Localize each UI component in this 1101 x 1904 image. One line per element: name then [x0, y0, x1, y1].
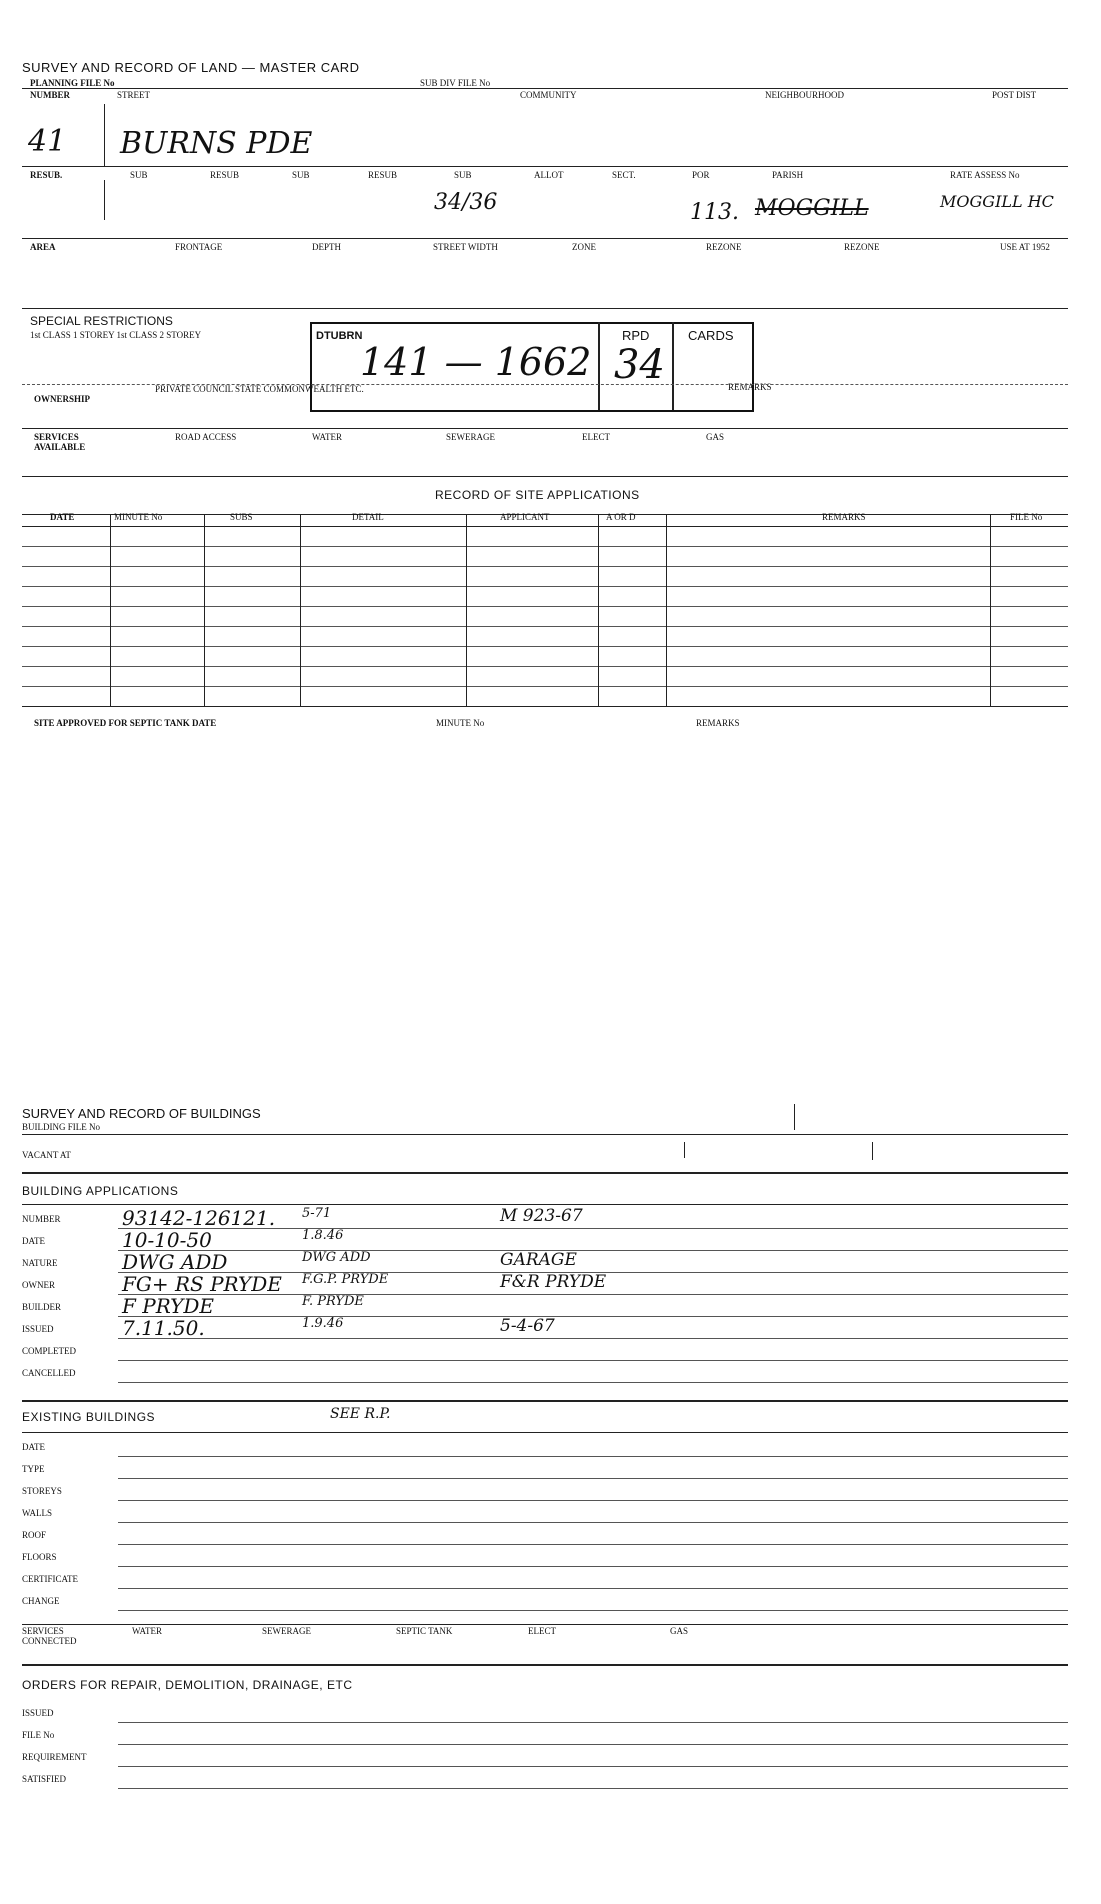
- zone-label: ZONE: [572, 242, 596, 252]
- app-row-value: 93142-126121.: [122, 1206, 276, 1230]
- rezone-label-2: REZONE: [844, 242, 880, 252]
- resub-label-2: RESUB: [210, 170, 240, 180]
- app-row-label: NUMBER: [22, 1214, 61, 1224]
- sc-elect: ELECT: [528, 1626, 556, 1636]
- col-applicant: APPLICANT: [500, 512, 550, 522]
- buildings-card-title: SURVEY AND RECORD OF BUILDINGS: [22, 1106, 261, 1121]
- sub-label-1: SUB: [130, 170, 148, 180]
- app-row-value: M 923-67: [500, 1206, 583, 1226]
- col-subs: SUBS: [230, 512, 253, 522]
- use-at-label: USE AT 1952: [1000, 242, 1050, 252]
- sc-water: WATER: [132, 1626, 162, 1636]
- planning-file-label: PLANNING FILE No: [30, 78, 115, 88]
- parish-value: MOGGILL: [755, 196, 869, 221]
- special-restrictions-label: SPECIAL RESTRICTIONS: [30, 314, 173, 328]
- rezone-label-1: REZONE: [706, 242, 742, 252]
- cards-label: CARDS: [688, 328, 734, 343]
- app-row-value: 1.8.46: [302, 1228, 344, 1243]
- services-connected-label: SERVICES CONNECTED: [22, 1626, 77, 1646]
- site-apps-title: RECORD OF SITE APPLICATIONS: [435, 488, 640, 502]
- services-label: SERVICES AVAILABLE: [34, 432, 86, 452]
- number-value: 41: [28, 124, 67, 159]
- ownership-types: PRIVATE COUNCIL STATE COMMONWEALTH ETC.: [155, 384, 364, 394]
- existing-note: SEE R.P.: [330, 1406, 391, 1422]
- box-title: DTUBRN: [316, 330, 363, 342]
- street-value: BURNS PDE: [120, 126, 313, 161]
- rate-assess-label: RATE ASSESS No: [950, 170, 1020, 180]
- orders-row-label: ISSUED: [22, 1708, 54, 1718]
- app-row-label: COMPLETED: [22, 1346, 76, 1356]
- land-card-title: SURVEY AND RECORD OF LAND — MASTER CARD: [22, 60, 360, 75]
- app-row-label: OWNER: [22, 1280, 55, 1290]
- app-row-value: 5-71: [302, 1206, 332, 1221]
- water-label: WATER: [312, 432, 342, 442]
- sc-sewerage: SEWERAGE: [262, 1626, 311, 1636]
- existing-row-label: TYPE: [22, 1464, 45, 1474]
- app-row-value: FG+ RS PRYDE: [122, 1272, 282, 1296]
- road-access-label: ROAD ACCESS: [175, 432, 237, 442]
- vacant-at-label: VACANT AT: [22, 1150, 71, 1160]
- col-minute: MINUTE No: [114, 512, 163, 522]
- street-width-label: STREET WIDTH: [433, 242, 498, 252]
- community-label: COMMUNITY: [520, 90, 577, 100]
- app-row-value: DWG ADD: [122, 1250, 228, 1274]
- sub-label-5: SUB: [454, 170, 472, 180]
- rpd-value: 34: [614, 342, 665, 388]
- existing-row-label: ROOF: [22, 1530, 47, 1540]
- building-file-label: BUILDING FILE No: [22, 1122, 100, 1132]
- sub-value: 34/36: [434, 190, 498, 215]
- app-row-value: F.G.P. PRYDE: [302, 1272, 389, 1287]
- sc-gas: GAS: [670, 1626, 689, 1636]
- app-row-value: F&R PRYDE: [500, 1272, 607, 1292]
- existing-row-label: CHANGE: [22, 1596, 60, 1606]
- app-row-label: ISSUED: [22, 1324, 54, 1334]
- app-row-value: 5-4-67: [500, 1316, 555, 1336]
- frontage-label: FRONTAGE: [175, 242, 223, 252]
- resub-label: RESUB.: [30, 170, 63, 180]
- col-remarks: REMARKS: [822, 512, 866, 522]
- gas-label: GAS: [706, 432, 725, 442]
- allot-label: ALLOT: [534, 170, 564, 180]
- site-approved-label: SITE APPROVED FOR SEPTIC TANK DATE: [34, 718, 217, 728]
- post-dist-label: POST DIST: [992, 90, 1037, 100]
- applications-title: BUILDING APPLICATIONS: [22, 1184, 179, 1198]
- remarks-label: REMARKS: [728, 382, 772, 392]
- class-labels: 1st CLASS 1 STOREY 1st CLASS 2 STOREY: [30, 330, 202, 340]
- por-value: 113.: [690, 200, 739, 225]
- col-detail: DETAIL: [352, 512, 384, 522]
- ownership-label: OWNERSHIP: [34, 394, 91, 404]
- number-label: NUMBER: [30, 90, 70, 100]
- footer-remarks-label: REMARKS: [696, 718, 740, 728]
- app-row-label: CANCELLED: [22, 1368, 76, 1378]
- app-row-label: DATE: [22, 1236, 45, 1246]
- rpd-label: RPD: [622, 328, 650, 343]
- sewerage-label: SEWERAGE: [446, 432, 495, 442]
- elect-label: ELECT: [582, 432, 610, 442]
- existing-row-label: FLOORS: [22, 1552, 57, 1562]
- existing-row-label: CERTIFICATE: [22, 1574, 78, 1584]
- orders-row-label: SATISFIED: [22, 1774, 67, 1784]
- app-row-label: BUILDER: [22, 1302, 61, 1312]
- orders-title: ORDERS FOR REPAIR, DEMOLITION, DRAINAGE, ETC: [22, 1678, 353, 1692]
- orders-row-label: FILE No: [22, 1730, 55, 1740]
- neighbourhood-label: NEIGHBOURHOOD: [765, 90, 844, 100]
- app-row-value: DWG ADD: [302, 1250, 371, 1265]
- app-row-value: 1.9.46: [302, 1316, 344, 1331]
- app-row-value: GARAGE: [500, 1250, 577, 1270]
- existing-row-label: STOREYS: [22, 1486, 62, 1496]
- existing-title: EXISTING BUILDINGS: [22, 1410, 156, 1424]
- col-file-no: FILE No: [1010, 512, 1043, 522]
- box-value: 141 — 1662: [360, 340, 592, 384]
- app-row-label: NATURE: [22, 1258, 58, 1268]
- app-row-value: F. PRYDE: [302, 1294, 364, 1309]
- area-label: AREA: [30, 242, 56, 252]
- depth-label: DEPTH: [312, 242, 341, 252]
- resub-label-4: RESUB: [368, 170, 398, 180]
- orders-row-label: REQUIREMENT: [22, 1752, 87, 1762]
- por-label: POR: [692, 170, 710, 180]
- existing-row-label: DATE: [22, 1442, 45, 1452]
- rate-assess-value: MOGGILL HC: [940, 192, 1054, 211]
- minute-no-label: MINUTE No: [436, 718, 485, 728]
- sub-label-3: SUB: [292, 170, 310, 180]
- app-row-value: 10-10-50: [122, 1228, 212, 1252]
- col-date: DATE: [50, 512, 75, 522]
- app-row-value: F PRYDE: [122, 1294, 214, 1318]
- app-row-value: 7.11.50.: [122, 1316, 205, 1340]
- existing-row-label: WALLS: [22, 1508, 52, 1518]
- sect-label: SECT.: [612, 170, 636, 180]
- col-a-or-d: A OR D: [606, 512, 636, 522]
- parish-label: PARISH: [772, 170, 804, 180]
- sc-septic: SEPTIC TANK: [396, 1626, 453, 1636]
- street-label: STREET: [117, 90, 150, 100]
- sub-div-file-label: SUB DIV FILE No: [420, 78, 491, 88]
